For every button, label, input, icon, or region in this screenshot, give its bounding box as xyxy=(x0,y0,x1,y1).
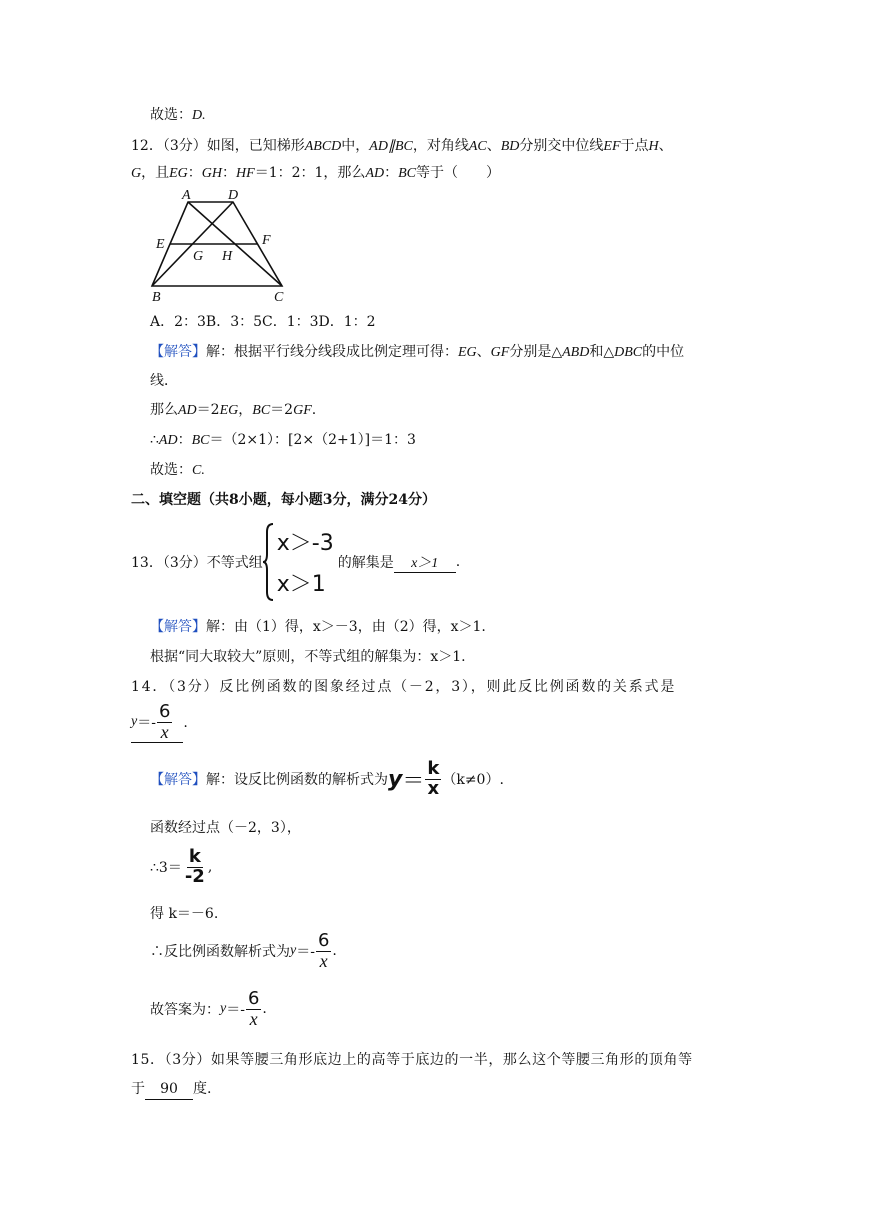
inequality-1: x＞-3 xyxy=(276,531,334,556)
q12-solution-line4: ∴AD：BC＝（2×1）：[2×（2+1）]＝1：3 xyxy=(150,432,416,448)
q12-solution-line1: 【解答】解：根据平行线分线段成比例定理可得：EG、GF分别是△ABD和△DBC的中位 xyxy=(150,344,685,360)
q14-solution-line1: 【解答】 解：设反比例函数的解析式为 y ＝ $\frac{k}{x}$ （k≠0）. xyxy=(150,758,504,799)
fraction-6-over-x: $\frac{6}{x}$ xyxy=(158,701,171,742)
section-heading: 二、填空题（共8小题，每小题3分，满分24分） xyxy=(131,492,436,508)
solution-tag: 【解答】 xyxy=(150,619,206,635)
q13-stem: 13．（3分）不等式组 x＞-3 x＞1 的解集是 x＞1 . xyxy=(131,520,460,604)
label-b: B xyxy=(152,290,161,305)
brace-icon xyxy=(263,522,275,602)
label-f: F xyxy=(262,233,271,248)
q12-solution-line3: 那么AD＝2EG，BC＝2GF. xyxy=(150,402,317,418)
fraction-k-over-minus2: $\frac{k}{-2}$ xyxy=(184,846,205,887)
label-c: C xyxy=(274,290,284,305)
q14-solution-line3: ∴3＝ $\frac{k}{-2}$ , xyxy=(150,846,213,887)
q12-solution-line5: 故选：C. xyxy=(150,462,205,478)
q14-answer-blank: y ＝- $\frac{6}{x}$ xyxy=(131,703,183,743)
q11-answer-line xyxy=(150,105,206,126)
q12-stem-line2: G，且EG：GH：HF＝1：2：1，那么AD：BC等于（ ） xyxy=(131,165,500,181)
q15-stem-line2: 于 90 度. xyxy=(131,1079,211,1100)
label-g: G xyxy=(193,249,204,264)
q15-stem-line1: 15．（3分）如果等腰三角形底边上的高等于底边的一半，那么这个等腰三角形的顶角等 xyxy=(131,1052,693,1068)
fraction-6-over-x: $\frac{6}{x}$ xyxy=(247,988,260,1029)
q14-stem-line1: 14．（3分）反比例函数的图象经过点（－2，3），则此反比例函数的关系式是 xyxy=(131,679,677,695)
system-brace xyxy=(263,522,275,602)
q14-solution-line5: ∴反比例函数解析式为 y ＝- $\frac{6}{x}$ . xyxy=(150,930,337,971)
fraction-k-over-x: $\frac{k}{x}$ xyxy=(427,758,440,799)
q14-solution-line4: 得 k＝－6. xyxy=(150,906,219,922)
label-h: H xyxy=(222,249,233,264)
q11-label: 故选： xyxy=(150,107,192,123)
label-a: A xyxy=(182,188,191,203)
q11-answer: D. xyxy=(192,108,206,123)
q14-solution-line2: 函数经过点（－2，3）， xyxy=(150,820,301,836)
q13-answer-blank: x＞1 xyxy=(394,552,456,573)
solution-tag: 【解答】 xyxy=(150,344,206,360)
q13-solution-line1: 【解答】解：由（1）得，x＞－3，由（2）得，x＞1. xyxy=(150,619,486,635)
q12-stem-line1: 12．（3分）如图，已知梯形ABCD中，AD∥BC，对角线AC、BD分别交中位线EF于点H、 xyxy=(131,138,673,154)
inequality-2: x＞1 xyxy=(276,572,326,597)
q12-options: A．2：3B．3：5C．1：3D．1：2 xyxy=(150,314,376,330)
q15-answer-blank: 90 xyxy=(145,1079,193,1100)
q13-solution-line2: 根据“同大取较大”原则，不等式组的解集为：x＞1. xyxy=(150,649,466,665)
q14-solution-line6: 故答案为： y ＝- $\frac{6}{x}$ . xyxy=(150,988,267,1029)
q12-solution-line2: 线． xyxy=(150,373,178,389)
trapezoid-figure xyxy=(140,188,300,306)
label-e: E xyxy=(156,237,165,252)
label-d: D xyxy=(228,188,239,203)
q14-answer-line: y ＝- $\frac{6}{x}$ . xyxy=(131,701,188,742)
fraction-6-over-x: $\frac{6}{x}$ xyxy=(317,930,330,971)
inequality-system xyxy=(277,526,334,598)
solution-tag: 【解答】 xyxy=(150,772,206,789)
